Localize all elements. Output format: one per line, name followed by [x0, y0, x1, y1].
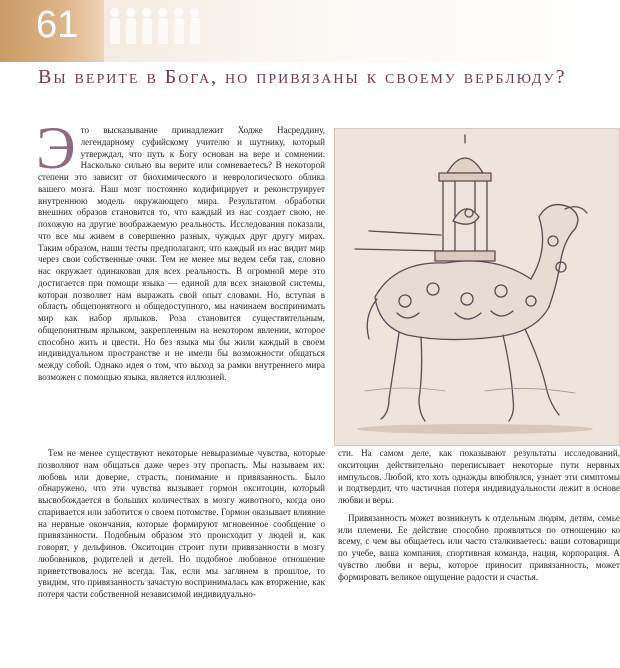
- page-number-tab: [0, 0, 104, 62]
- paragraph-attachment: Привязанность может возникнуть к отдельным людям, детям, семье или племени. Ее действие способно проявляться по отношению ко всему, с чем вы общаетесь или часто сталкиваетесь: ваши сотоварищи по учебе, ваша компания, спортивная команда, нация, корпорация. А чувство любви и веры, которое приносит привязанность, может формировать великое ощущение радости и счастья.: [338, 512, 620, 582]
- article-column-top-left: [36, 115, 325, 384]
- paragraph-intro-text: то высказывание принадлежит Ходже Насреддину, легендарному суфийскому учителю и шутнику, который утверждал, что путь к Богу основан на вере и сомнении. Насколько сильно вы верите или сомневаетесь? В некоторой степени это зависит от биохимического и неврологического облика вашего мозга. Наш мозг постоянно кодифицирует и реконструирует внутреннюю модель окружающего мира. Результатом обработки внешних образов становится то, что каждый из нас создает свою, не похожую на другие воображаемую реальность. Исследования показали, что все мы живем в совершенно разных, чуждых друг другу мирах. Таким образом, наши тесты предполагают, что каждый из нас видит мир через свои собственные очки. Тем не менее мы ведем себя так, словно нас окружает одинаковая для всех реальность. В огромной мере это достигается при помощи языка — единой для всех знаковой системы, которая позволяет нам выражать свой опыт словами. Но, вступая в область общепонятного и общедоступного, мы начинаем воспринимать мир как набор ярлыков. Роза становится существительным, общепонятным ярлыком, закрепленным на некотором явлении, которое способно жить и цвести. Но без языка мы бы жили каждый в своем индивидуальном пространстве и не имели бы возможности общаться между собой. Однако идея о том, что выход за рамки внутреннего мира возможен с помощью языка, является иллюзией.: [38, 125, 325, 382]
- header-banner-figures: [104, 0, 620, 62]
- drop-cap: Э: [36, 115, 76, 181]
- camel-illustration-icon: [335, 129, 619, 445]
- person-silhouette-icon: [126, 8, 136, 44]
- paragraph-oxytocin: Тем не менее существуют некоторые невыразимые чувства, которые позволяют нам общаться даже через эту пропасть. Мы называем их: любовь или доверие, страсть, понимание и привязанность. Было обнаружено, что эти чувства вызывает гормон окситоцин, который высвобождается в больших количествах в мозгу животного, когда оно спаривается или заботится о своем потомстве. Гормон оказывает влияние на нервные окончания, которые формируют мгновенное сообщение о привязанности. Подобным образом это происходит у людей и, как говорят, у дельфинов. Окситоцин строит пути привязанности в мозгу любовников, родителей и детей. Но подобное любовное отношение приветствовалось не всегда. Так, если мы заглянем в прошлое, то увидим, что привязанность зачастую воспринималась как вторжение, как потеря части собственной независимой индивидуально-: [38, 448, 325, 599]
- article-column-bottom-left: [38, 448, 325, 601]
- paragraph-intro: [36, 115, 325, 384]
- paragraph-continuation: сти. На самом деле, как показывают результаты исследований, окситоцин действительно переписывает некоторые пути нервных импульсов. Любой, кто хоть однажды влюблялся, узнает эти симптомы и подтвердит, что частичная потеря индивидуальности лежит в основе любви и веры.: [338, 448, 620, 505]
- camel-engraving-illustration: [334, 128, 620, 446]
- person-silhouette-icon: [174, 8, 184, 44]
- person-silhouette-icon: [110, 8, 120, 44]
- article-title: Вы верите в Бога, но привязаны к своему верблюду?: [38, 66, 567, 88]
- person-silhouette-icon: [190, 8, 200, 44]
- article-column-bottom-right: [338, 448, 620, 583]
- page-number: 61: [36, 4, 79, 46]
- person-silhouette-icon: [158, 8, 168, 44]
- person-silhouette-icon: [142, 8, 152, 44]
